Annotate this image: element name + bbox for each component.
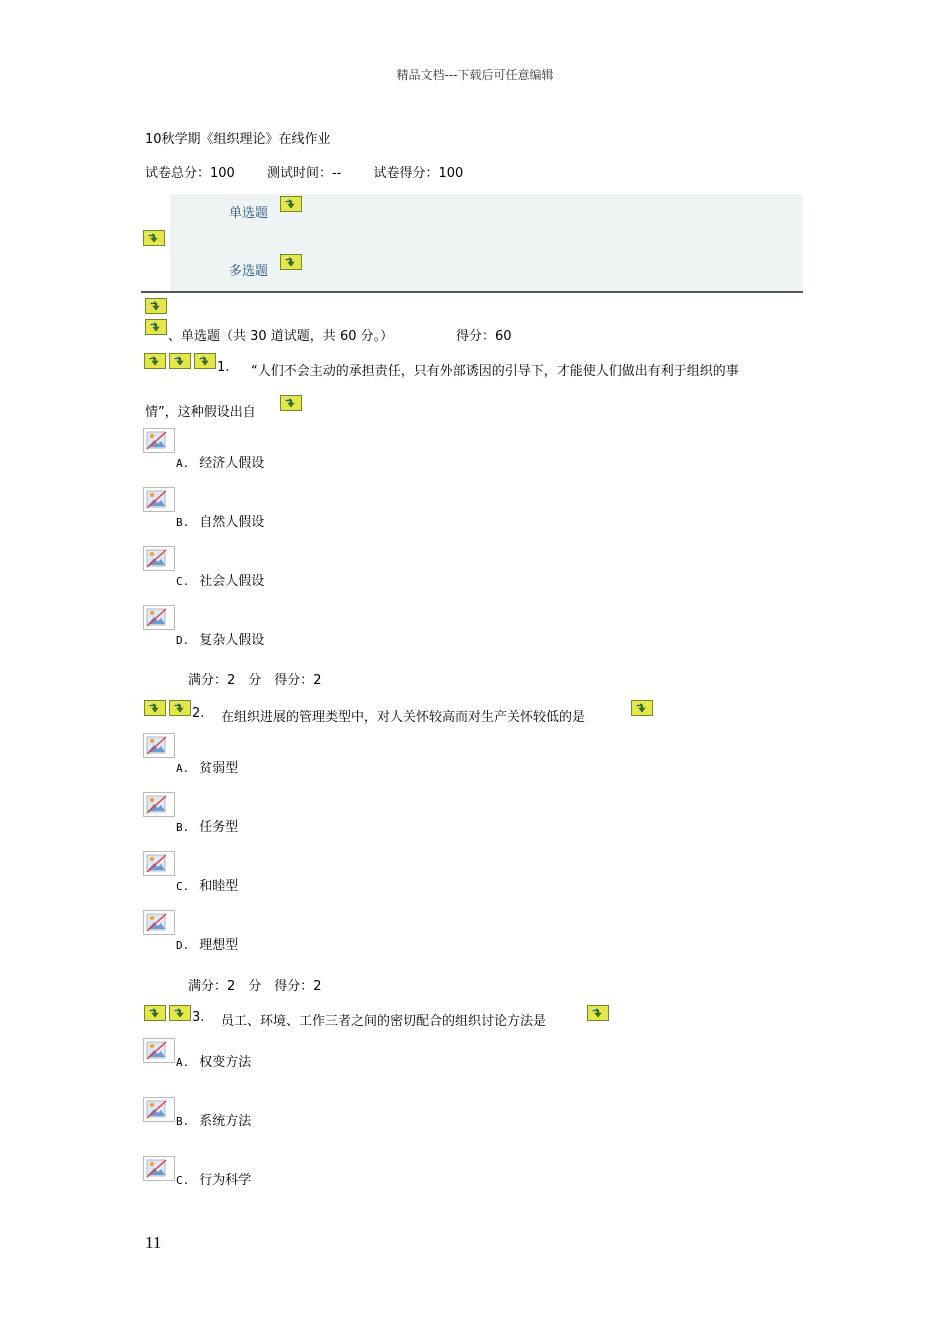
question-1-option-a[interactable]: [176, 452, 264, 471]
broken-image-icon: [143, 910, 175, 935]
broken-image-icon: [143, 1097, 175, 1122]
question-2-option-c[interactable]: [176, 875, 238, 894]
green-arrow-icon: [169, 353, 191, 369]
nav-link-single-choice[interactable]: 单选题: [229, 206, 269, 221]
question-3-option-b[interactable]: [176, 1110, 251, 1129]
option-text: 复杂人假设: [199, 633, 265, 648]
option-letter: A.: [176, 457, 190, 470]
broken-image-icon: [143, 792, 175, 817]
option-letter: C.: [176, 880, 190, 893]
page-title: 10秋学期《组织理论》在线作业: [145, 132, 331, 147]
question-3-option-c[interactable]: [176, 1169, 251, 1188]
question-3-option-a[interactable]: [176, 1051, 251, 1070]
green-arrow-icon: [631, 700, 653, 716]
broken-image-icon: [143, 1038, 175, 1063]
green-arrow-icon: [587, 1005, 609, 1021]
green-arrow-icon[interactable]: [280, 196, 302, 212]
green-arrow-icon: [144, 1005, 166, 1021]
nav-divider: [141, 291, 803, 293]
total-score-label: 试卷总分：100: [145, 166, 235, 181]
exam-score-label: 试卷得分：100: [373, 166, 464, 181]
broken-image-icon: [143, 733, 175, 758]
option-letter: A.: [176, 1056, 190, 1069]
question-1-score: 满分：2 分 得分：2: [188, 673, 322, 688]
option-text: 贫弱型: [199, 761, 239, 776]
green-arrow-icon[interactable]: [280, 254, 302, 270]
option-text: 社会人假设: [199, 574, 265, 589]
green-arrow-icon: [169, 1005, 191, 1021]
test-time-label: 测试时间：--: [266, 166, 342, 181]
question-1-option-d[interactable]: [176, 629, 264, 648]
question-1-text-continued: 情”，这种假设出自: [145, 405, 256, 420]
nav-link-multiple-choice[interactable]: 多选题: [229, 264, 269, 279]
page-number: 11: [145, 1233, 162, 1252]
exam-meta: [145, 162, 491, 181]
green-arrow-icon: [145, 319, 167, 335]
broken-image-icon: [143, 1156, 175, 1181]
question-1-option-c[interactable]: [176, 570, 264, 589]
green-arrow-icon: [144, 700, 166, 716]
option-letter: D.: [176, 939, 190, 952]
question-2-option-b[interactable]: [176, 816, 238, 835]
question-2-option-d[interactable]: [176, 934, 238, 953]
option-letter: C.: [176, 1174, 190, 1187]
broken-image-icon: [143, 487, 175, 512]
option-text: 系统方法: [199, 1114, 252, 1129]
green-arrow-icon: [194, 353, 216, 369]
question-2-option-a[interactable]: [176, 757, 238, 776]
watermark-header: 精品文档---下载后可任意编辑: [396, 68, 554, 82]
option-letter: C.: [176, 575, 190, 588]
question-2-text: 在组织进展的管理类型中，对人关怀较高而对生产关怀较低的是: [221, 710, 586, 725]
option-letter: A.: [176, 762, 190, 775]
question-1-number: 1.: [217, 360, 230, 375]
option-letter: D.: [176, 634, 190, 647]
broken-image-icon: [143, 605, 175, 630]
section-heading: 、单选题（共 30 道试题，共 60 分。）: [168, 329, 394, 344]
green-arrow-icon: [144, 353, 166, 369]
question-3-text: 员工、环境、工作三者之间的密切配合的组织讨论方法是: [221, 1014, 547, 1029]
option-text: 任务型: [199, 820, 239, 835]
question-1-text: “人们不会主动的承担责任，只有外部诱因的引导下，才能使人们做出有利于组织的事: [251, 364, 739, 379]
section-score: 得分：60: [456, 329, 512, 344]
option-text: 理想型: [199, 938, 239, 953]
question-2-number: 2.: [192, 706, 205, 721]
option-text: 经济人假设: [199, 456, 265, 471]
option-text: 和睦型: [199, 879, 239, 894]
question-1-option-b[interactable]: [176, 511, 264, 530]
option-letter: B.: [176, 821, 190, 834]
green-arrow-icon: [280, 395, 302, 411]
option-letter: B.: [176, 516, 190, 529]
option-text: 自然人假设: [199, 515, 265, 530]
option-letter: B.: [176, 1115, 190, 1128]
option-text: 权变方法: [199, 1055, 252, 1070]
green-arrow-icon: [143, 230, 165, 246]
broken-image-icon: [143, 428, 175, 453]
question-3-number: 3.: [192, 1010, 205, 1025]
green-arrow-icon: [145, 298, 167, 314]
broken-image-icon: [143, 546, 175, 571]
broken-image-icon: [143, 851, 175, 876]
option-text: 行为科学: [199, 1173, 252, 1188]
question-2-score: 满分：2 分 得分：2: [188, 979, 322, 994]
green-arrow-icon: [169, 700, 191, 716]
